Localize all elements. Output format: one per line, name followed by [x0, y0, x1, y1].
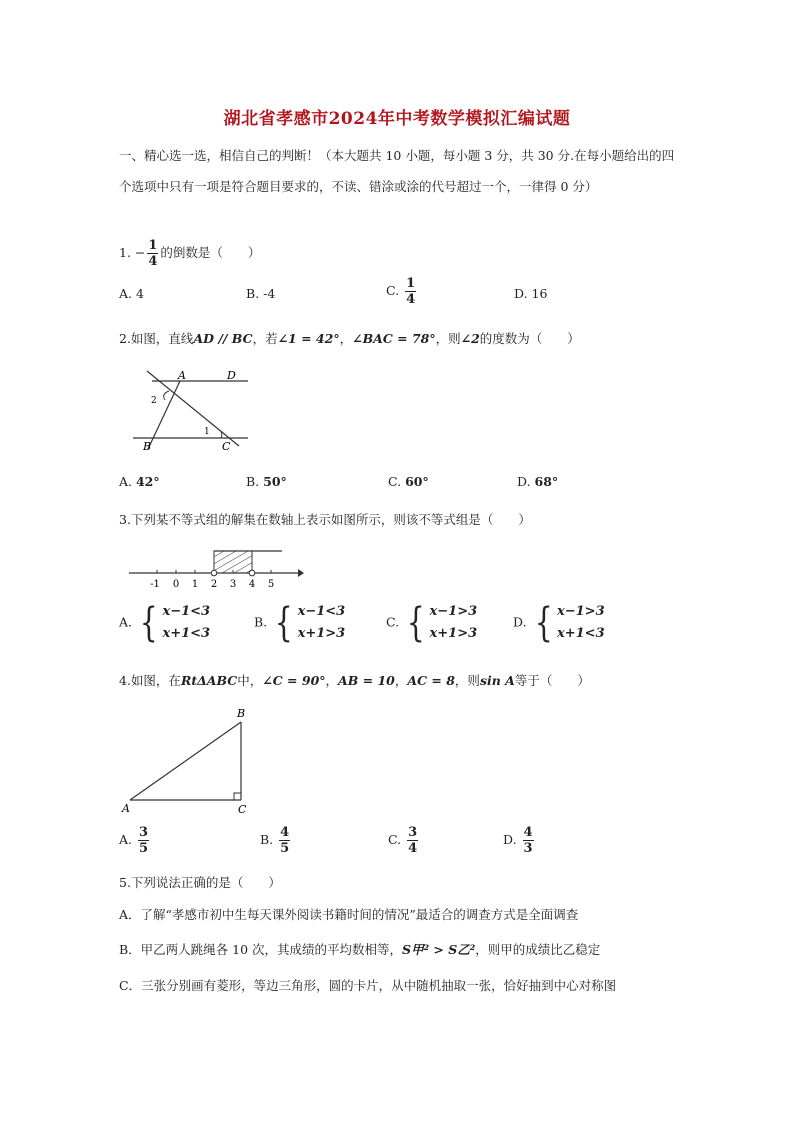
- q4-triangle: [120, 705, 260, 817]
- q2-option-d: D. 68°: [517, 474, 559, 489]
- q3-option-d: D. { x−1>3 x+1<3: [513, 600, 605, 646]
- q1-option-a: A. 4: [119, 286, 144, 301]
- q4-option-c: C. $\frac{3}{4}$: [388, 825, 418, 856]
- question-3: 3.下列某不等式组的解集在数轴上表示如图所示，则该不等式组是（ ）: [119, 512, 531, 527]
- q2-math-bac: ∠BAC = 78°: [352, 331, 436, 346]
- label-2: 2: [151, 396, 157, 406]
- q1-fraction: [147, 238, 158, 269]
- q5-option-c: C．三张分别画有菱形，等边三角形，圆的卡片，从中随机抽取一张，恰好抽到中心对称图: [119, 978, 617, 993]
- label-d: D: [227, 369, 236, 382]
- open-point-4: [249, 570, 255, 576]
- q1-suffix: 的倒数是（ ）: [160, 245, 261, 260]
- angle-2-arc: [164, 391, 169, 400]
- axis-arrow: [298, 569, 304, 577]
- label-c: C: [222, 440, 231, 453]
- q1-frac-den: 4: [148, 254, 158, 269]
- svg-text:1: 1: [191, 579, 199, 590]
- q1-option-b: B. -4: [246, 286, 276, 301]
- q1-option-c: C. $\frac{1}{4}$: [386, 276, 416, 307]
- page-title: 湖北省孝感市2024年中考数学模拟汇编试题: [223, 109, 571, 129]
- svg-text:2: 2: [210, 579, 218, 590]
- q1-frac-num: 1: [148, 238, 158, 253]
- svg-text:5: 5: [267, 579, 275, 590]
- q3-option-a: A. { x−1<3 x+1<3: [119, 600, 211, 646]
- q2-option-a: A. 42°: [119, 474, 160, 489]
- section-heading: 一、精心选一选，相信自己的判断！（本大题共 10 小题，每小题 3 分，共 30 分.在每小题给出的四个选项中只有一项是符合题目要求的，不读、错涂或涂的代号超过一个，一律得 0 分）: [119, 148, 675, 194]
- q3-option-b: B. { x−1<3 x+1>3: [254, 600, 346, 646]
- label-a: A: [178, 369, 186, 382]
- q1-prefix: 1. −: [119, 245, 146, 260]
- question-4: 4.如图，在RtΔABC中，∠C = 90°，AB = 10，AC = 8，则sin A等于（ ）: [119, 673, 590, 688]
- q2-math-parallel: AD // BC: [193, 331, 253, 346]
- q2-figure: [125, 366, 255, 456]
- line-ac: [147, 371, 239, 446]
- q1-option-d: D. 16: [514, 286, 548, 301]
- label-a: A: [122, 802, 130, 815]
- q2-option-c: C. 60°: [388, 474, 429, 489]
- q2-math-angle2: ∠2: [460, 331, 480, 346]
- question-1: [119, 238, 260, 269]
- open-point-2: [211, 570, 217, 576]
- svg-text:-1: -1: [150, 579, 160, 590]
- label-1: 1: [204, 427, 210, 437]
- line-ab: [148, 381, 180, 449]
- svg-text:3: 3: [229, 579, 237, 590]
- right-angle-mark: [234, 793, 241, 800]
- q2-math-angle1: ∠1 = 42°: [277, 331, 340, 346]
- q5-option-b: B．甲乙两人跳绳各 10 次，其成绩的平均数相等，S甲² > S乙²，则甲的成绩比乙稳定: [119, 942, 601, 957]
- q3-number-line: [126, 545, 306, 591]
- q5-option-a: A．了解“孝感市初中生每天课外阅读书籍时间的情况”最适合的调查方式是全面调查: [119, 907, 579, 922]
- solution-region: [214, 551, 252, 573]
- label-c: C: [238, 803, 247, 816]
- q4-option-d: D. $\frac{4}{3}$: [503, 825, 533, 856]
- question-2: 2.如图，直线AD // BC，若∠1 = 42°，∠BAC = 78°，则∠2的度数为（ ）: [119, 331, 580, 346]
- q3-option-c: C. { x−1>3 x+1>3: [386, 600, 478, 646]
- q4-option-a: A. $\frac{3}{5}$: [119, 825, 149, 856]
- label-b: B: [143, 440, 152, 453]
- svg-text:0: 0: [172, 579, 180, 590]
- q2-option-b: B. 50°: [246, 474, 287, 489]
- label-b: B: [237, 707, 246, 720]
- svg-text:4: 4: [248, 579, 256, 590]
- question-5: 5.下列说法正确的是（ ）: [119, 875, 281, 890]
- tick-labels: [150, 579, 274, 590]
- q4-option-b: B. $\frac{4}{5}$: [260, 825, 290, 856]
- side-ab: [130, 722, 241, 800]
